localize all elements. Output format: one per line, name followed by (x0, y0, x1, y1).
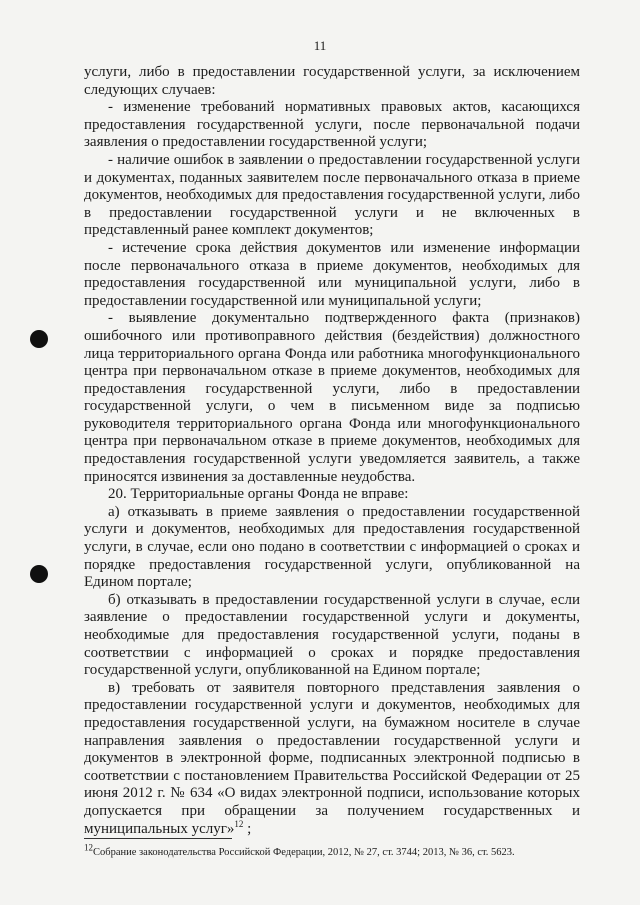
punch-hole (30, 330, 48, 348)
paragraph (84, 680, 580, 838)
paragraph: - наличие ошибок в заявлении о предоставлении государственной услуги и документах, поданных заявителем после первоначального отказа в приеме документов, необходимых для предоставления государственной услуги, либо в предоставлении государственной услуги и не включенных в представленный ранее комплект документов; (84, 151, 580, 239)
punch-hole (30, 565, 48, 583)
footnote-number: 12 (84, 842, 93, 853)
paragraph-text: в) требовать от заявителя повторного представления заявления о предоставлении государственной услуги и документов, необходимых для предоставления государственной услуги, на бумажном носителе в случае направления заявления о предоставлении государственной услуги и документов в электронной форме, подписанных электронной подписью в соответствии с постановлением Правительства Российской Федерации от 25 июня 2012 г. № 634 «О видах электронной подписи, использование которых допускается при обращении за получением государственных и муниципальных услуг» (84, 679, 580, 837)
paragraph: а) отказывать в приеме заявления о предоставлении государственной услуги и документов, необходимых для предоставления государственной услуги, в случае, если оно подано в соответствии с информацией о сроках и порядке предоставления государственной услуги, опубликованной на Едином портале; (84, 503, 580, 591)
footnote (84, 842, 580, 859)
footnote-ref: 12 (234, 818, 244, 829)
paragraph: б) отказывать в предоставлении государственной услуги в случае, если заявление о предоставлении государственной услуги и документы, необходимые для предоставления государственной услуги, поданы в соответствии с информацией о сроках и порядке предоставления государственной услуги, опубликованной на Едином портале; (84, 591, 580, 679)
footnote-separator (84, 838, 232, 839)
paragraph: услуги, либо в предоставлении государственной услуги, за исключением следующих случаев: (84, 64, 580, 98)
paragraph: - истечение срока действия документов или изменение информации после первоначального отказа в приеме документов, необходимых для предоставления государственной или муниципальной услуги, либо в предоставлении государственной или муниципальной услуги; (84, 239, 580, 309)
paragraph: - выявление документально подтвержденного факта (признаков) ошибочного или противоправного действия (бездействия) должностного лица территориального органа Фонда или работника многофункционального центра при первоначальном отказе в приеме документов, необходимых для предоставления государственной услуги, либо в предоставлении государственной услуги, о чем в письменном виде за подписью руководителя территориального органа Фонда или многофункционального центра при первоначальном отказе в приеме документов, необходимых для предоставления государственной услуги уведомляется заявитель, а также приносятся извинения за доставленные неудобства. (84, 310, 580, 485)
paragraph-end: ; (243, 820, 252, 837)
page-number: 11 (313, 38, 327, 53)
paragraph: - изменение требований нормативных правовых актов, касающихся предоставления государственной услуги, после первоначальной подачи заявления о предоставлении государственной услуги; (84, 99, 580, 151)
body-text (84, 64, 580, 838)
footnote-text: Собрание законодательства Российской Федерации, 2012, № 27, ст. 3744; 2013, № 36, ст. 5623. (93, 847, 515, 858)
paragraph: 20. Территориальные органы Фонда не вправе: (108, 486, 409, 503)
